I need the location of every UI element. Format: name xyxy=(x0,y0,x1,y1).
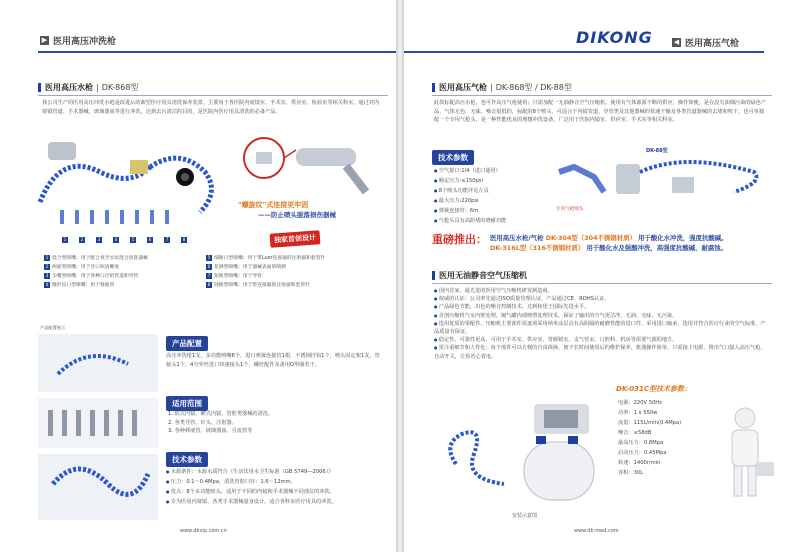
part-number: 1 xyxy=(63,237,67,242)
right-page xyxy=(404,0,800,552)
spec-row: 转速：1400r/min xyxy=(618,460,661,466)
spec-row: 电源：220V 50Hz xyxy=(618,400,662,406)
promo-text: 医用高压水枪/气枪 DK-304型（304不锈钢材质） 用于酸化水冲洗，强度抗酸碱。 DK-316L型（316不锈钢材质） 用于酸化水及强酸冲洗，高强度抗酸碱、耐腐蚀。 xyxy=(490,234,728,252)
part-number-row xyxy=(62,236,189,245)
part-number: 7 xyxy=(165,237,169,242)
dikong-logo: DIKONG xyxy=(576,28,653,47)
spec-row: 启动压力：0.45Mpa xyxy=(618,450,667,456)
section-rule xyxy=(432,283,772,284)
part-number: 8 xyxy=(182,237,186,242)
air-gun-intro: 此款标配高压水枪，也可作高压气枪使用；只需加配一无油静音空气压缩机，使用有气体源源不断的供应，操作简便，是在没有油烟污染的绿色产品，气体无色、无味、噪音很低的，标配的8个喷头，可适合于内镜管道、导管类及其他器械的快速干燥及各类管道器械的去堵和吹干，也可单独配一个专用气枪头，是一种性能优良的理想冲洗设备，广泛用于医院内镜室、供应室、手术室等相关科室。 xyxy=(434,100,767,123)
part-number: 3 xyxy=(97,237,101,242)
compressor-model-title: DK-031C型技术参数： xyxy=(616,385,692,393)
install-diagram-caption: 安装示意图 xyxy=(512,513,538,519)
water-gun-product-image xyxy=(30,132,230,244)
spec-row: 最高压力：0.8Mpa xyxy=(618,440,664,446)
nozzle-legend-right: 5 细锥口型喷嘴：用于带Luer连接器的注射器和套管针 6 花洒型喷嘴：用于器械表面的喷洒 7 短锥型喷嘴：用于导管 8 钝锥型喷嘴：用于带连接器的注射器和套管针 xyxy=(207,255,326,288)
scope-list: 1. 软式内镜、硬式内镜、管腔类器械的清洗。 2. 各类导管、针头、注射器。 3. 各种移液管、玻璃器皿、引流管等 xyxy=(168,411,274,434)
intro-paragraph: 我公司生产的医用高压冲洗水枪是改进后的新型医疗用具清洗保养装置。主要用于各医院内窥镜室、手术室、供应室、检验室等相关科室。通过对内窥镜管道、手术器械、玻璃器皿等进行冲洗，达到去污清洁的目的，是医院内医疗用具清洗的必备产品。 xyxy=(42,100,380,115)
right-page-header: ◀ 医用高压气枪 xyxy=(673,38,740,49)
config-photo-caption: 产品配置展示 xyxy=(40,325,66,330)
product-config-text: 高压冲洗枪1支，多功能喷嘴8个，进口弹簧连接管1根，不锈钢挂钩1个，喷头固定架1支，管接头1个，4分外丝进口快速接头1个，螺丝配件及备用O形圈若干。 xyxy=(166,353,380,368)
left-page xyxy=(0,0,396,552)
slogan-line2: ——防止喷头脱落损伤器械 xyxy=(258,211,336,219)
play-icon: ◀ xyxy=(673,38,680,46)
tech-params-label-left: 技术参数 xyxy=(166,452,208,467)
tech-params-list-left: ● 水源条件：水源水质符合《生活饮用水卫生标准（GB 5749—2006）》 ● 压力：0.1～0.4Mpa，清洗管腔口径：1.6～12mm。 ● 优点：8个多功能喷头，适用于不同的内镜和手术器械不同部位的冲洗。 ● 专为医用内窥镜、各类手术器械量身设计，适合各科室医疗用具的冲洗。 xyxy=(166,467,386,507)
section-rule xyxy=(432,95,772,96)
promo-label: 重磅推出： xyxy=(432,233,487,246)
slogan-line1: "螺旋纹"式连接更牢固 xyxy=(238,201,309,209)
left-footer-url[interactable]: www.dkvip.com.cn xyxy=(180,528,227,534)
scope-label: 适用范围 xyxy=(166,396,208,411)
doctor-with-bag-image xyxy=(710,404,780,504)
section-title-water-gun: 医用高压水枪 | DK-868型 xyxy=(38,82,138,93)
nozzle-legend-left: 1 混合型喷嘴：用于配合真空水泵混合清洗器械 2 两面型喷嘴：用于牙口吹清晰度 3 尖嘴型喷嘴：用于各种口径的管道和导管 4 锥形直口型喷嘴：用于移液管 xyxy=(45,255,148,288)
dk88-model-label: DK-88型 xyxy=(646,148,668,154)
exclusive-design-seal: 独家首创设计 xyxy=(270,230,321,247)
special-nozzle-label: 专用气枪喷头 xyxy=(556,207,584,212)
part-number: 4 xyxy=(114,237,118,242)
tech-params-label-right: 技术参数 xyxy=(432,150,474,165)
spec-row: 噪音：≤58dB xyxy=(618,430,652,436)
compressor-spec-table xyxy=(618,398,718,478)
compressor-features: ● 国内首家，最先进的医用空气压缩机研发制造商。 ● 权威的认证：公司率先通过ISO质量管理认证，产品通过CE、ROHS认证。 ● 产品绿色节能，出色的噪音控制技术，达到和优于国际先进水平。 ● 首创压缩机气室内壁处理，镀气罐内部喷塑处理技术，保证了输出的空气更洁净、无油、无味、无污染。 ● 选用优质的零配件，压缩机主要部件需逐项采用纳米涂层具有高阻隔的耐磨性能的进口件，采用进口轴承，选用并符合医疗行业的空气标准，产品质量有保证。 ● 稳定性、可靠性更高，可用于手术室、供应室、胃肠镜室、支气管室、口腔科、机房等需要气源的地方。 ● 更注重细节和人性化：每个部件可以方便的自由拆换，便于长时间使用后的维护保养，机器操作简单，只需接上电源，将出气口接入高压气枪，自动开关，让你省心省电。 xyxy=(434,287,769,361)
section-title-compressor: 医用无油静音空气压缩机 xyxy=(432,270,527,281)
tech-params-list-right: ● 空气接口:1/4（进口通用） ● 额定压力:≤150psi ● 8个喷头功能详见左页 ● 最大压力:220psi ● 弹簧连接管：6m ● 气枪头具有高防堵的增耐功能 xyxy=(434,166,574,226)
compressor-install-image xyxy=(444,384,604,516)
nozzle-closeup-image xyxy=(236,130,386,200)
part-number: 2 xyxy=(80,237,84,242)
spec-row: 容积：30L xyxy=(618,470,644,476)
header-rule xyxy=(38,51,396,53)
right-footer-url[interactable]: www.dk-med.com xyxy=(574,528,619,534)
spec-row: 流量：115L/min(0.4Mpa) xyxy=(618,420,682,426)
header-rule xyxy=(404,51,764,53)
product-config-photos xyxy=(38,334,158,522)
spec-row: 功率：1 x 550w xyxy=(618,410,658,416)
section-rule xyxy=(38,95,388,96)
section-title-air-gun: 医用高压气枪 | DK-868型 / DK-88型 xyxy=(432,82,572,93)
left-page-header: ▶ 医用高压冲洗枪 xyxy=(41,36,117,47)
play-icon: ▶ xyxy=(41,36,48,44)
product-config-label: 产品配置 xyxy=(166,336,208,351)
part-number: 5 xyxy=(131,237,135,242)
page-gutter xyxy=(396,0,404,552)
part-number: 6 xyxy=(148,237,152,242)
